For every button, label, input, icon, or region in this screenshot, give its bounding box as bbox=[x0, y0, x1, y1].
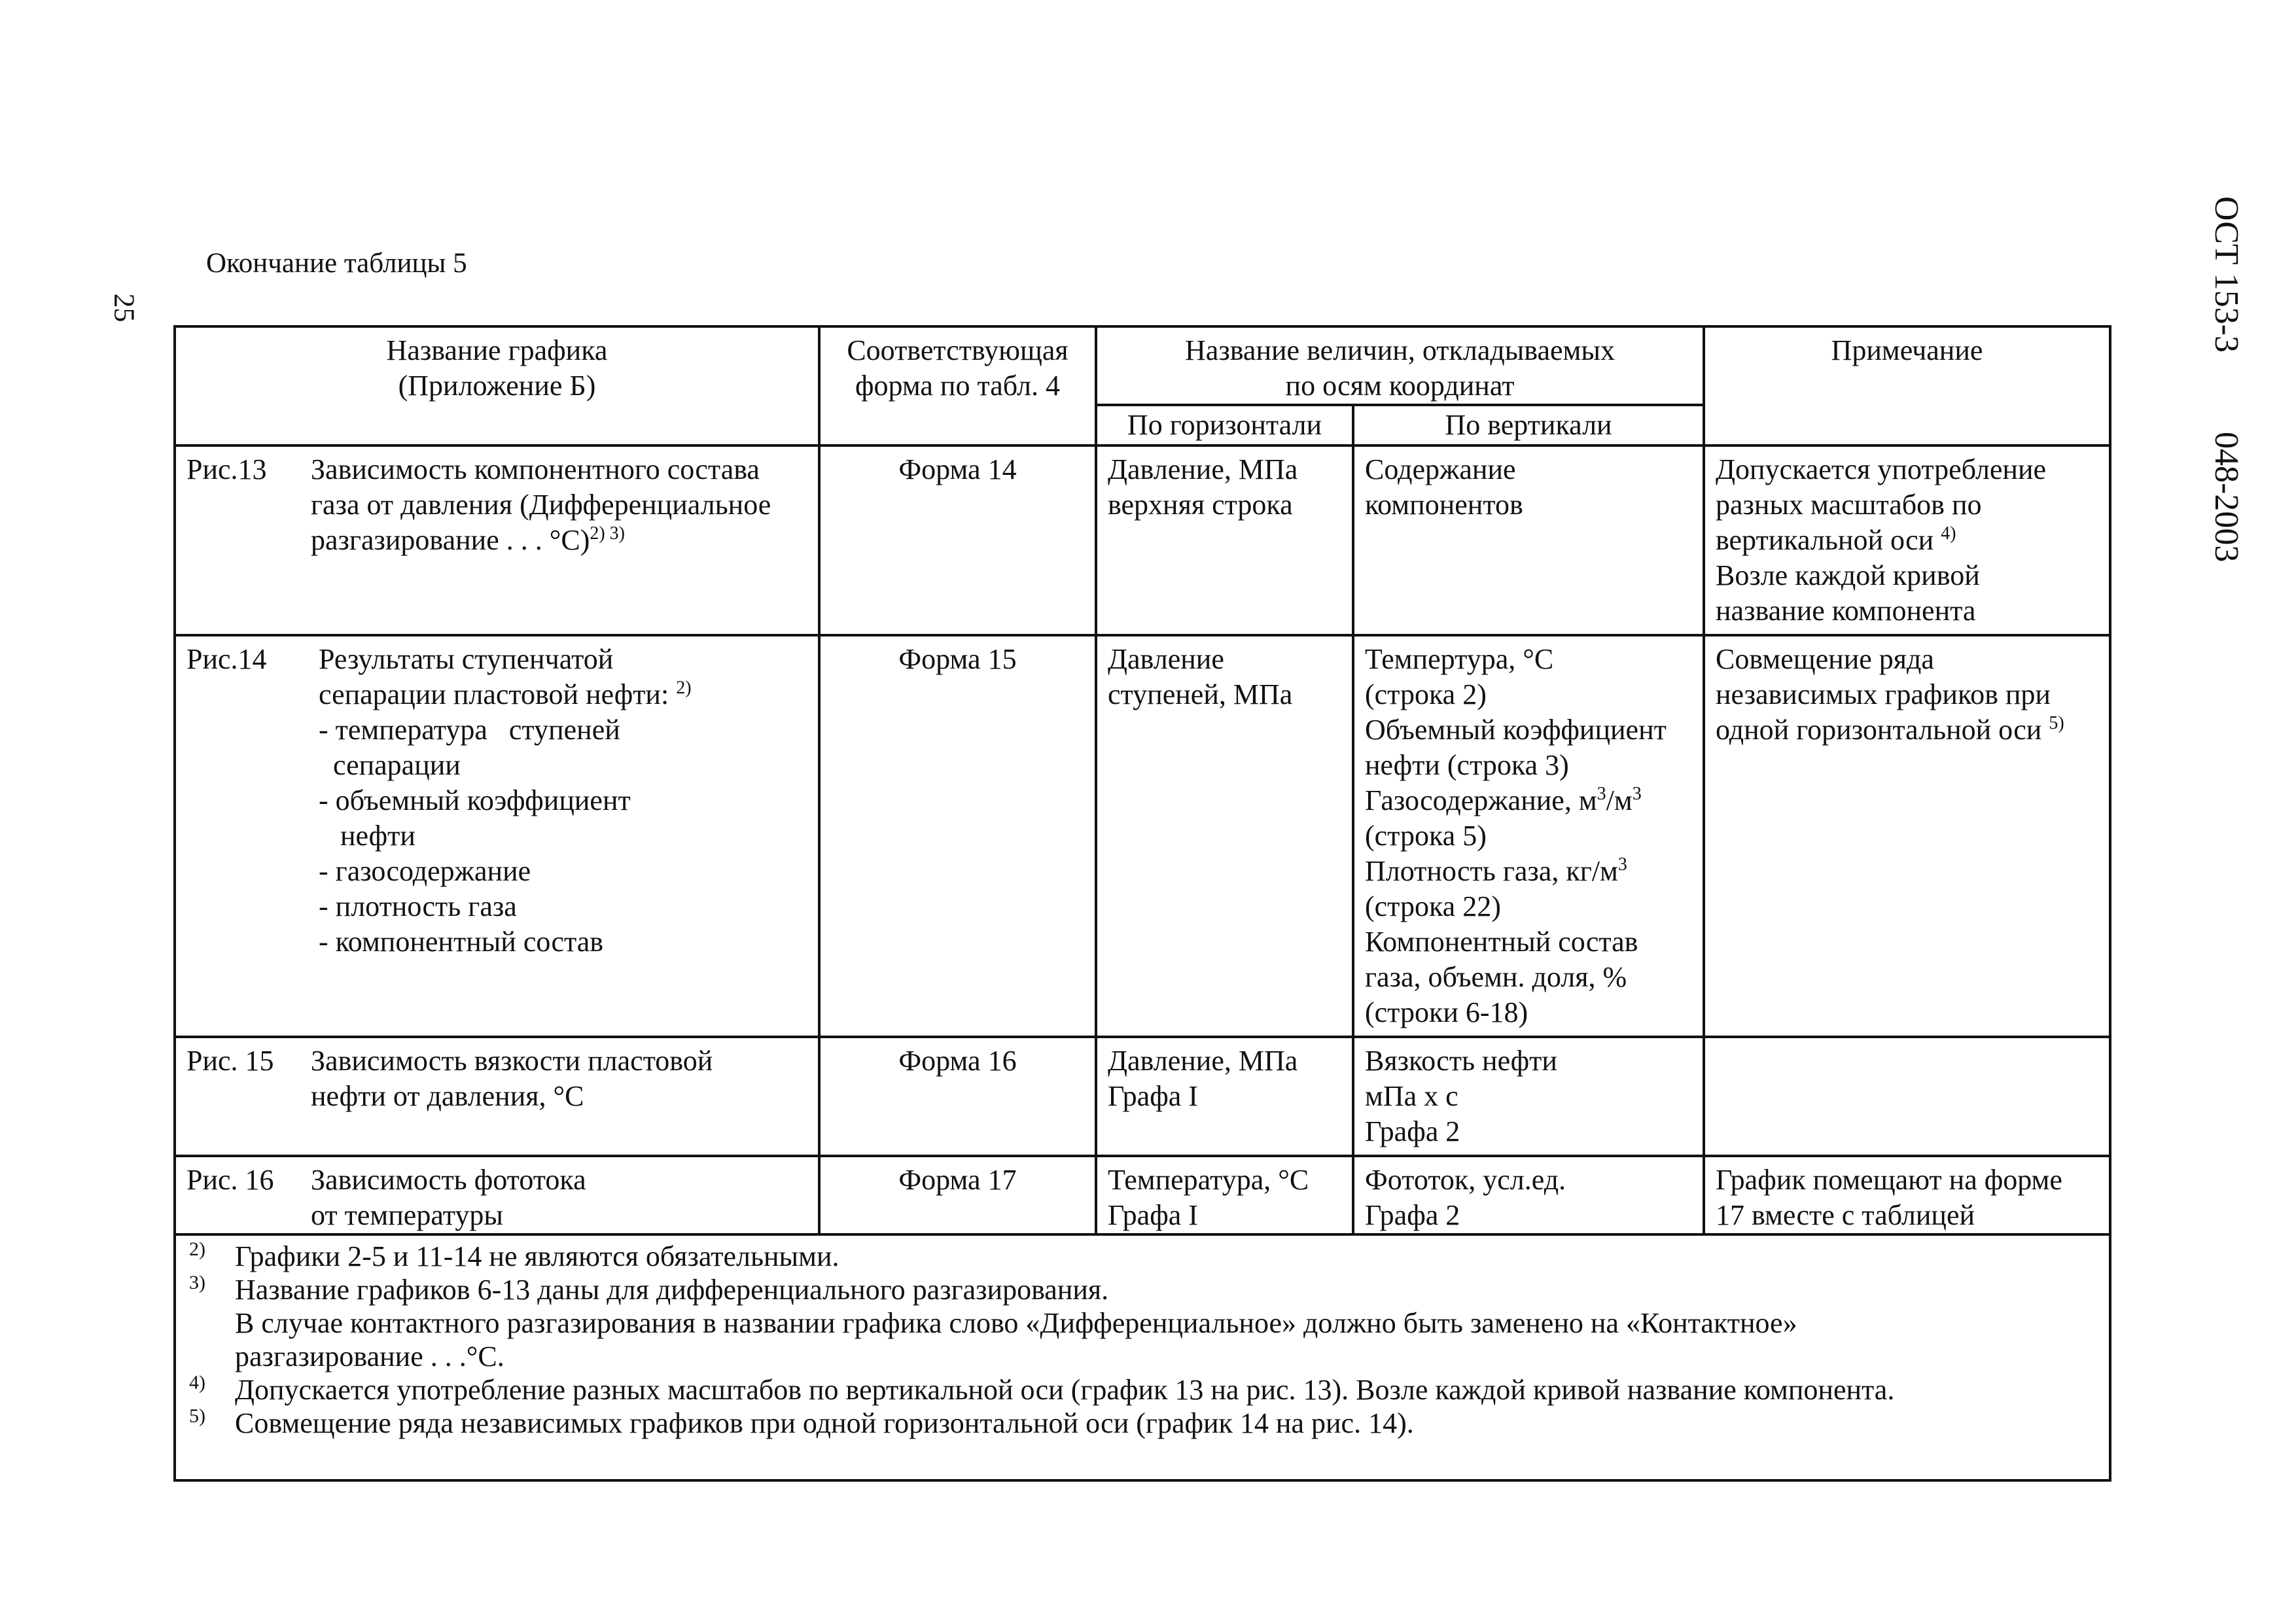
graph-name-cell: Рис.14 Результаты ступенчатой сепарации пластовой нефти: $^{2)}$ - температура ступеней сепарации - объемный коэффициент нефти - газосодержание - плотность газа - компонентный состав bbox=[175, 635, 819, 1037]
footnote-continuation: разгазирование . . .°С. bbox=[235, 1340, 504, 1372]
note-cell: График помещают на форме 17 вместе с таблицей bbox=[1704, 1156, 2110, 1234]
doc-code-part1: ОСТ 153-3 bbox=[2208, 196, 2245, 353]
graph-name-cell: Рис.13 Зависимость компонентного состава газа от давления (Дифференциальное разгазирование . . . °С)$^{2) 3)}$ bbox=[175, 445, 819, 635]
vertical-axis-cell: Темпертура, °С (строка 2) Объемный коэффициент нефти (строка 3) Газосодержание, $м^3/м^3$ (строка 5) Плотность газа, $кг/м^3$ (строка 22) Компонентный состав газа, объемн. доля, % (строки 6-18) bbox=[1353, 635, 1704, 1037]
document-code bbox=[2206, 196, 2259, 602]
table-row bbox=[175, 1156, 2110, 1234]
note-cell bbox=[1704, 1037, 2110, 1156]
note-cell: Совмещение ряда независимых графиков при одной горизонтальной оси $^{5)}$ bbox=[1704, 635, 2110, 1037]
footnote: 4) Допускается употребление разных масштабов по вертикальной оси (график 13 на рис. 13). Возле каждой кривой название компонента. bbox=[189, 1372, 1895, 1406]
figure-label: Рис.14 bbox=[186, 643, 267, 675]
vertical-axis-cell: Вязкость нефти мПа х с Графа 2 bbox=[1353, 1037, 1704, 1156]
figure-label: Рис. 16 bbox=[186, 1164, 274, 1196]
horizontal-axis-cell: Давление, МПа верхняя строка bbox=[1096, 445, 1353, 635]
doc-code-part2: 048-2003 bbox=[2208, 432, 2245, 563]
table-caption: Окончание таблицы 5 bbox=[206, 248, 467, 279]
form-cell: Форма 15 bbox=[819, 635, 1096, 1037]
header-row bbox=[175, 326, 2110, 405]
header-form: Соответствующая форма по табл. 4 bbox=[819, 326, 1096, 445]
horizontal-axis-cell: Температура, °С Графа I bbox=[1096, 1156, 1353, 1234]
graph-name-cell: Рис. 15 Зависимость вязкости пластовой нефти от давления, °С bbox=[175, 1037, 819, 1156]
form-cell: Форма 14 bbox=[819, 445, 1096, 635]
header-vertical: По вертикали bbox=[1353, 405, 1704, 445]
footnote: 2) Графики 2-5 и 11-14 не являются обязательными. bbox=[189, 1238, 839, 1272]
table-row bbox=[175, 445, 2110, 635]
header-graph-name: Название графика (Приложение Б) bbox=[175, 326, 819, 445]
horizontal-axis-cell: Давление ступеней, МПа bbox=[1096, 635, 1353, 1037]
table-row bbox=[175, 1037, 2110, 1156]
form-cell: Форма 16 bbox=[819, 1037, 1096, 1156]
graph-name-cell: Рис. 16 Зависимость фототока от температуры bbox=[175, 1156, 819, 1234]
vertical-axis-cell: Фототок, усл.ед. Графа 2 bbox=[1353, 1156, 1704, 1234]
footnote-continuation: В случае контактного разгазирования в названии графика слово «Дифференциальное» должно быть заменено на «Контактное» bbox=[235, 1307, 1797, 1339]
header-note: Примечание bbox=[1704, 326, 2110, 445]
note-cell: Допускается употребление разных масштабов по вертикальной оси $^{4)}$ Возле каждой кривой название компонента bbox=[1704, 445, 2110, 635]
footnotes-row bbox=[175, 1234, 2110, 1480]
footnote: 5) Совмещение ряда независимых графиков при одной горизонтальной оси (график 14 на рис. 14). bbox=[189, 1405, 1414, 1439]
figure-label: Рис. 15 bbox=[186, 1045, 274, 1077]
table-row bbox=[175, 635, 2110, 1037]
page-number: 25 bbox=[108, 293, 141, 323]
form-cell: Форма 17 bbox=[819, 1156, 1096, 1234]
table-5-continuation bbox=[173, 325, 2111, 1482]
header-horizontal: По горизонтали bbox=[1096, 405, 1353, 445]
figure-label: Рис.13 bbox=[186, 453, 267, 485]
vertical-axis-cell: Содержание компонентов bbox=[1353, 445, 1704, 635]
footnote: 3) Название графиков 6-13 даны для дифференциального разгазирования. bbox=[189, 1272, 1109, 1306]
horizontal-axis-cell: Давление, МПа Графа I bbox=[1096, 1037, 1353, 1156]
header-axes: Название величин, откладываемых по осям координат bbox=[1096, 326, 1704, 405]
footnotes-cell bbox=[175, 1234, 2110, 1480]
